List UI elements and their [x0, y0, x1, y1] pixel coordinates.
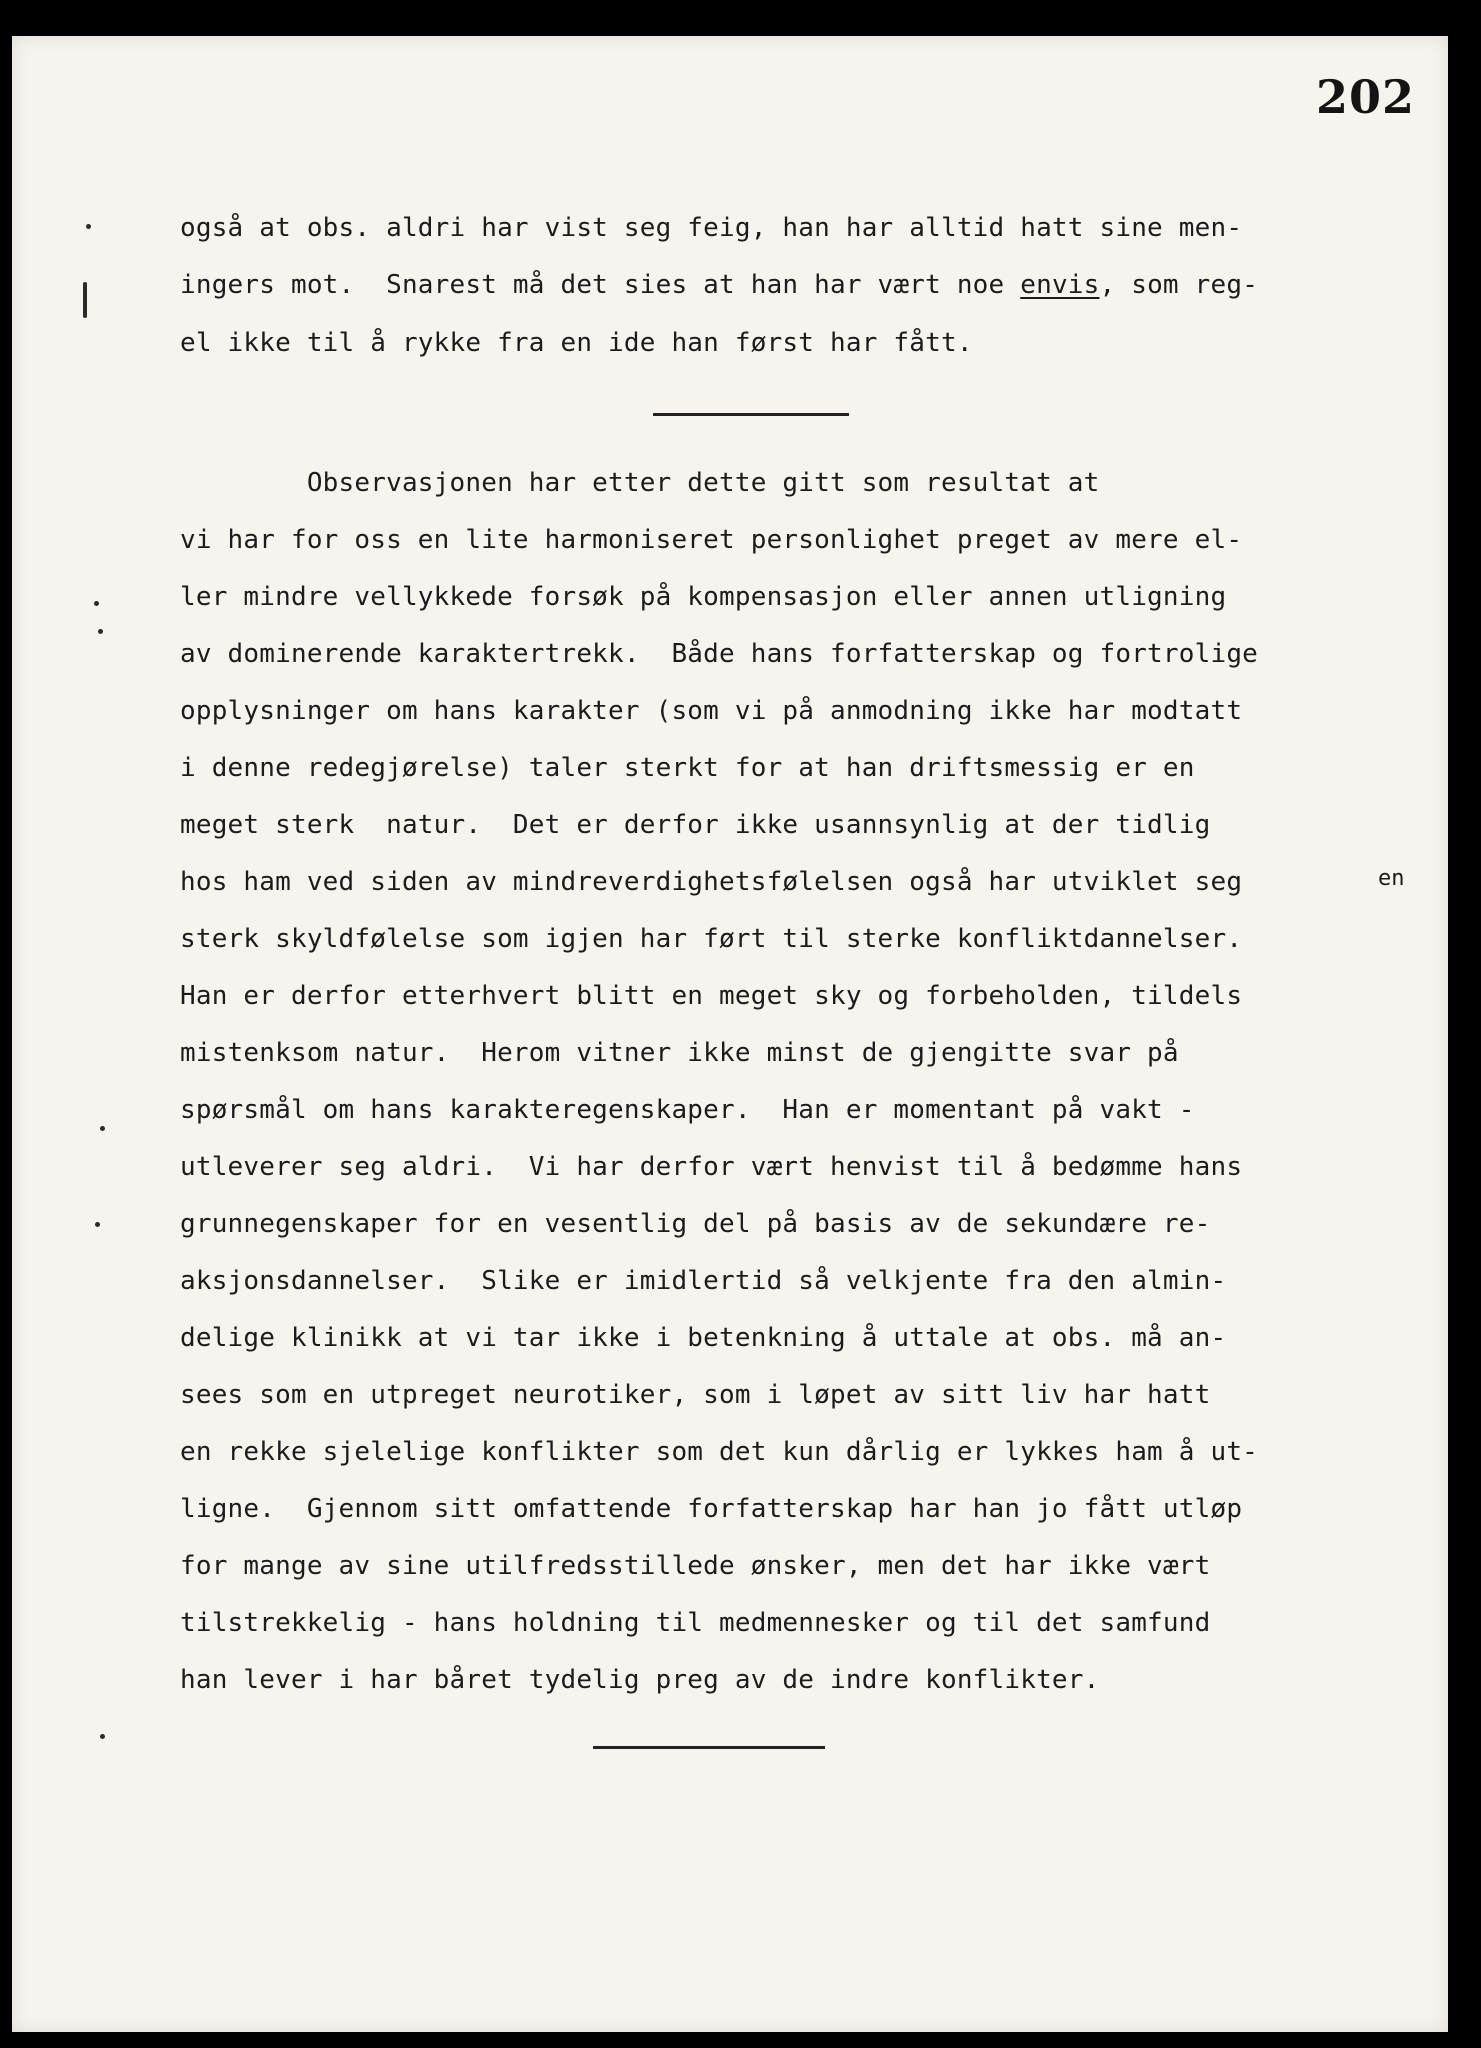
paragraph2-line-19: ligne. Gjennom sitt omfattende forfatterskap har han jo fått utløp [180, 1494, 1243, 1524]
paragraph1-line-2-text: ingers mot. Snarest må det sies at han har vært noe [180, 270, 1021, 300]
margin-bracket-mark [83, 282, 87, 318]
page-number: 202 [1315, 70, 1415, 124]
margin-speck [100, 1126, 105, 1131]
paragraph2-line-17: sees som en utpreget neurotiker, som i løpet av sitt liv har hatt [180, 1380, 1211, 1410]
paragraph2-line-16: delige klinikk at vi tar ikke i betenkning å uttale at obs. må an- [180, 1323, 1227, 1353]
paragraph2-line-12: spørsmål om hans karakteregenskaper. Han er momentant på vakt - [180, 1095, 1195, 1125]
paragraph2-line-18: en rekke sjelelige konflikter som det kun dårlig er lykkes ham å ut- [180, 1437, 1259, 1467]
section-divider [653, 413, 849, 416]
paragraph1-line-2 [180, 272, 1258, 298]
paragraph2-line-9: sterk skyldfølelse som igjen har ført til sterke konfliktdannelser. [180, 924, 1243, 954]
closing-divider [593, 1746, 825, 1749]
paragraph2-line-1: Observasjonen har etter dette gitt som resultat at [180, 468, 1100, 498]
paragraph1-line-1: også at obs. aldri har vist seg feig, han har alltid hatt sine men- [180, 213, 1243, 243]
underlined-word: envis [1020, 270, 1100, 300]
margin-speck [100, 1734, 105, 1739]
paragraph1-line-2-tail: , som reg- [1099, 270, 1259, 300]
paragraph2-line-10: Han er derfor etterhvert blitt en meget sky og forbeholden, tildels [180, 981, 1243, 1011]
paragraph2-line-15: aksjonsdannelser. Slike er imidlertid så velkjente fra den almin- [180, 1266, 1227, 1296]
paragraph2-line-20: for mange av sine utilfredsstillede ønsker, men det har ikke vært [180, 1551, 1211, 1581]
margin-speck [86, 224, 91, 229]
margin-speck [98, 629, 103, 634]
paragraph2-line-14: grunnegenskaper for en vesentlig del på basis av de sekundære re- [180, 1209, 1211, 1239]
paragraph1-line-3: el ikke til å rykke fra en ide han først har fått. [180, 328, 973, 358]
handwritten-insertion: en [1378, 866, 1405, 891]
paragraph2-line-3: ler mindre vellykkede forsøk på kompensasjon eller annen utligning [180, 582, 1227, 612]
margin-speck [95, 1222, 100, 1227]
paragraph2-line-21: tilstrekkelig - hans holdning til medmennesker og til det samfund [180, 1608, 1211, 1638]
paragraph2-line-8: hos ham ved siden av mindreverdighetsfølelsen også har utviklet seg [180, 867, 1243, 897]
paragraph2-line-13: utleverer seg aldri. Vi har derfor vært henvist til å bedømme hans [180, 1152, 1243, 1182]
margin-speck [94, 601, 99, 606]
paragraph2-line-11: mistenksom natur. Herom vitner ikke minst de gjengitte svar på [180, 1038, 1179, 1068]
paragraph2-line-5: opplysninger om hans karakter (som vi på anmodning ikke har modtatt [180, 696, 1243, 726]
paragraph2-line-2: vi har for oss en lite harmoniseret personlighet preget av mere el- [180, 525, 1243, 555]
paragraph2-line-22: han lever i har båret tydelig preg av de indre konflikter. [180, 1665, 1100, 1695]
paragraph2-line-6: i denne redegjørelse) taler sterkt for at han driftsmessig er en [180, 753, 1195, 783]
paragraph2-line-7: meget sterk natur. Det er derfor ikke usannsynlig at der tidlig [180, 810, 1211, 840]
paragraph2-line-4: av dominerende karaktertrekk. Både hans forfatterskap og fortrolige [180, 639, 1259, 669]
